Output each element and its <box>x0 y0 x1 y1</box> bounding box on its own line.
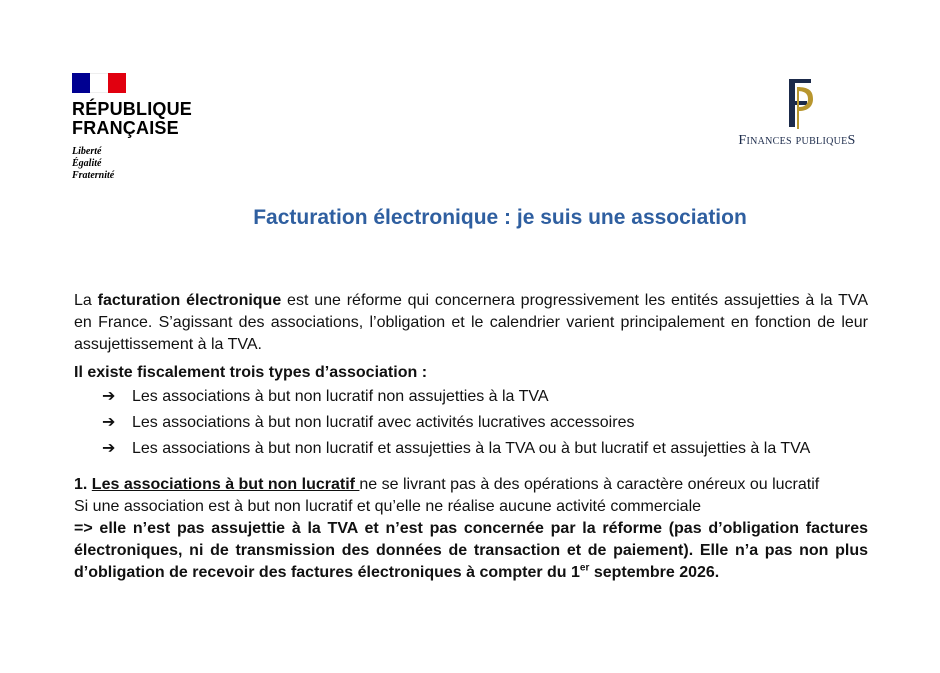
document-body <box>74 290 868 584</box>
finances-publiques-label: Finances publiqueS <box>738 133 856 148</box>
list-item: ➔ Les associations à but non lucratif non assujetties à la TVA <box>74 386 868 408</box>
section-1-condition: Si une association est à but non lucratif et qu’elle ne réalise aucune activité commerciale <box>74 498 702 515</box>
republique-francaise-logo <box>72 73 252 182</box>
types-heading: Il existe fiscalement trois types d’association : <box>74 364 428 381</box>
section-1-conclusion: => elle n’est pas assujettie à la TVA et n’est pas concernée par la réforme (pas d’obligation factures électroniques, ni de transmission des données de transaction et de paiement). Elle n’a pas non plus d’obligation de recevoir des factures électroniques à compter du 1er septembre 2026. <box>74 520 868 581</box>
rf-motto: Liberté Égalité Fraternité <box>72 146 115 181</box>
association-types-list <box>74 386 868 460</box>
section-1-heading: 1. Les associations à but non lucratif ne se livrant pas à des opérations à caractère onéreux ou lucratif <box>74 476 820 493</box>
arrow-right-icon: ➔ <box>102 414 116 431</box>
arrow-right-icon: ➔ <box>102 440 116 457</box>
french-flag-icon <box>72 73 126 93</box>
list-item: ➔ Les associations à but non lucratif et assujetties à la TVA ou à but lucratif et assujetties à la TVA <box>74 438 868 460</box>
rf-title: RÉPUBLIQUE FRANÇAISE <box>72 99 193 138</box>
finances-publiques-emblem-icon <box>767 73 827 133</box>
list-item: ➔ Les associations à but non lucratif avec activités lucratives accessoires <box>74 412 868 434</box>
intro-paragraph: La facturation électronique est une réforme qui concernera progressivement les entités assujetties à la TVA en France. S’agissant des associations, l’obligation et le calendrier varient principalement en fonction de leur assujettissement à la TVA. <box>74 292 868 353</box>
document-title: Facturation électronique : je suis une association <box>253 206 747 229</box>
arrow-right-icon: ➔ <box>102 388 116 405</box>
finances-publiques-logo <box>712 73 882 149</box>
